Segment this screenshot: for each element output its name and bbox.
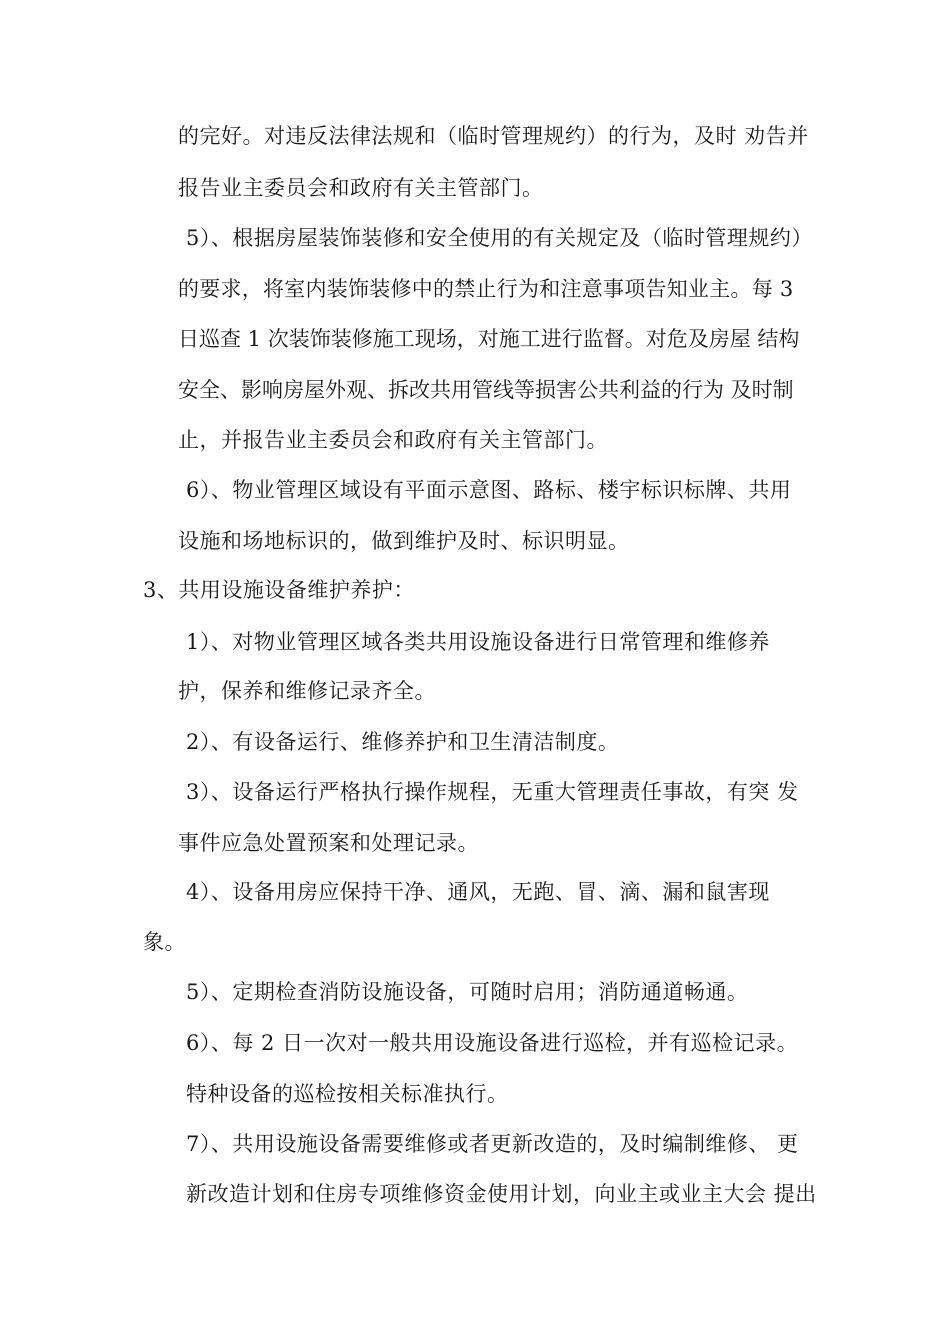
text-line: 3）、设备运行严格执行操作规程，无重大管理责任事故，有突 发 [186,780,799,804]
section-heading: 3、共用设施设备维护养护： [143,578,415,602]
text-line: 新改造计划和住房专项维修资金使用计划，向业主或业主大会 提出 [186,1182,817,1206]
text-line: 安全、影响房屋外观、拆改共用管线等损害公共利益的行为 及时制 [178,378,794,402]
text-line: 7）、共用设施设备需要维修或者更新改造的，及时编制维修、 更 [186,1132,799,1156]
text-line: 报告业主委员会和政府有关主管部门。 [178,176,544,200]
text-line: 6）、物业管理区域设有平面示意图、路标、楼宇标识标牌、共用 [186,478,792,502]
text-line: 设施和场地标识的，做到维护及时、标识明显。 [178,529,630,553]
text-line: 的要求，将室内装饰装修中的禁止行为和注意事项告知业主。每 3 [178,277,794,301]
text-line: 象。 [143,930,186,954]
text-line: 护，保养和维修记录齐全。 [178,679,436,703]
text-line: 5）、根据房屋装饰装修和安全使用的有关规定及（临时管理规约） [186,226,813,250]
text-line: 特种设备的巡检按相关标准执行。 [186,1082,509,1106]
text-line: 5）、定期检查消防设施设备，可随时启用；消防通道畅通。 [186,980,749,1004]
text-line: 的完好。对违反法律法规和（临时管理规约）的行为，及时 劝告并 [178,124,809,148]
text-line: 4）、设备用房应保持干净、通风，无跑、冒、滴、漏和鼠害现 [186,880,770,904]
text-line: 2）、有设备运行、维修养护和卫生清洁制度。 [186,730,620,754]
text-line: 1）、对物业管理区域各类共用设施设备进行日常管理和维修养 [186,630,770,654]
text-line: 6）、每 2 日一次对一般共用设施设备进行巡检，并有巡检记录。 [186,1031,799,1055]
text-line: 日巡查 1 次装饰装修施工现场，对施工进行监督。对危及房屋 结构 [178,327,800,351]
text-line: 事件应急处置预案和处理记录。 [178,831,479,855]
text-line: 止，并报告业主委员会和政府有关主管部门。 [178,428,608,452]
